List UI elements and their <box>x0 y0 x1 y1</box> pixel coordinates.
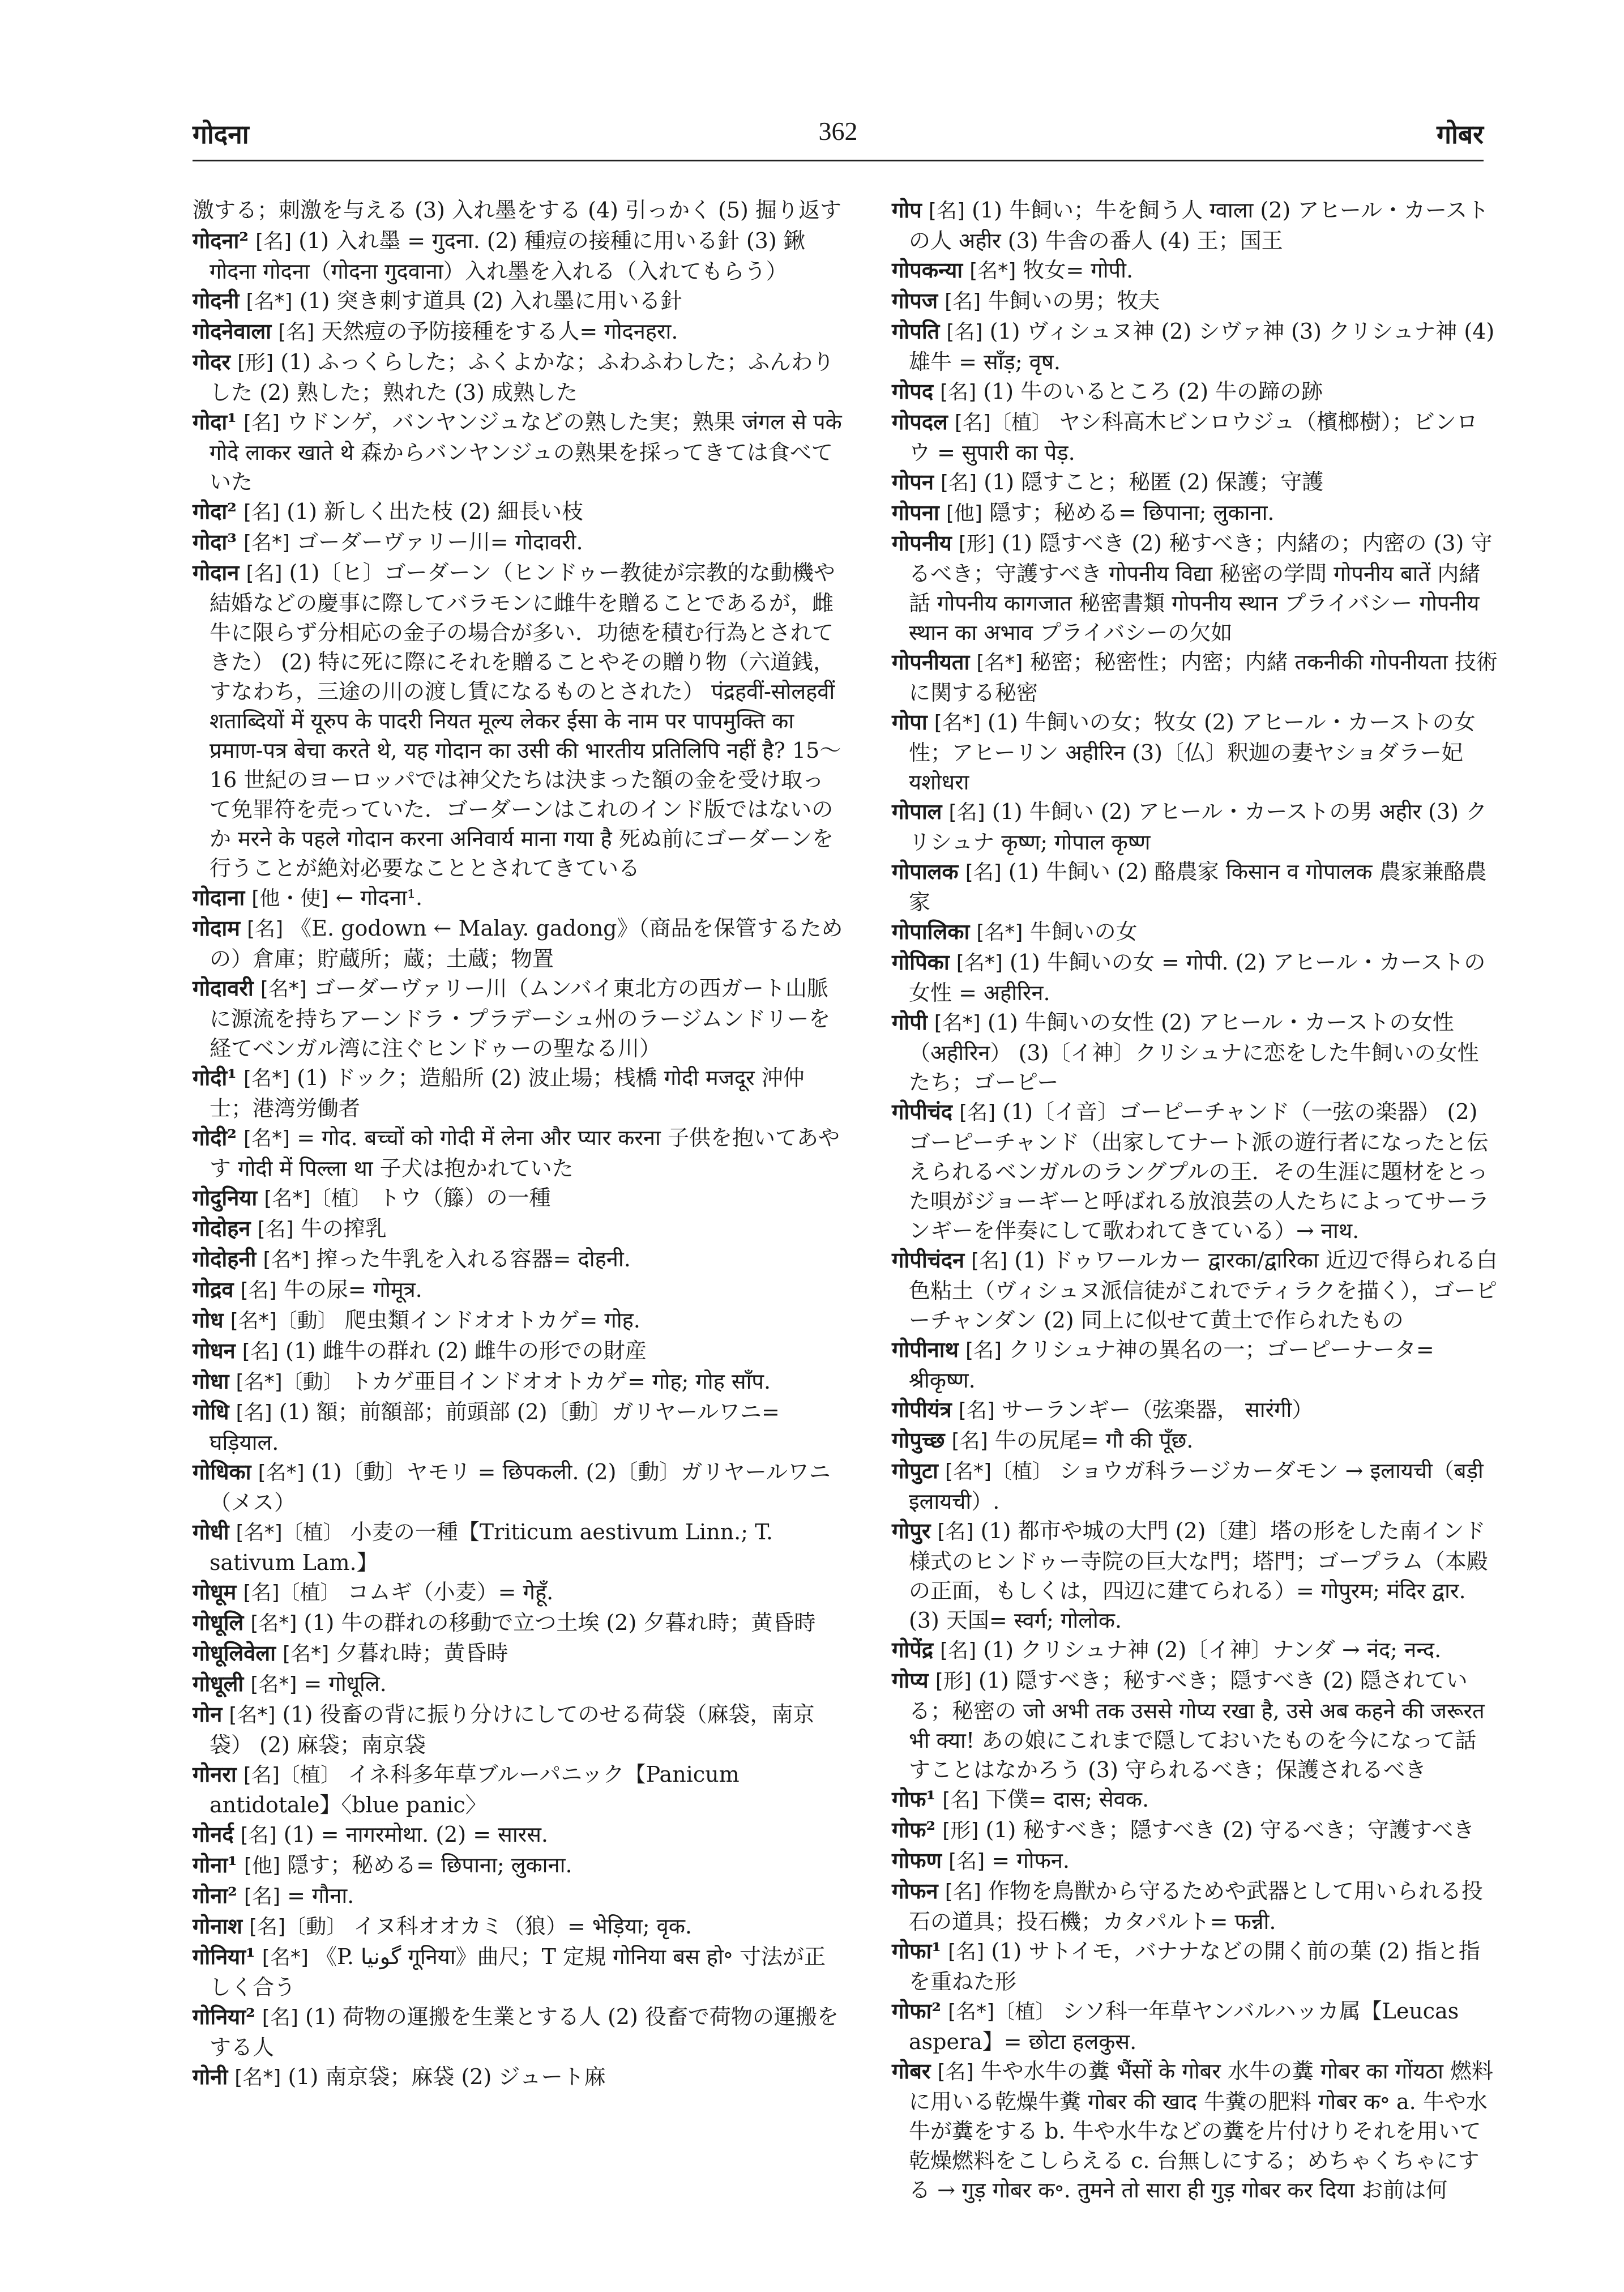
entry-definition: (1) サトイモ，バナナなどの開く前の葉 (2) 指と指を重ねた形 <box>909 1939 1480 1994</box>
entry-headword: गोना¹ <box>193 1852 237 1877</box>
entry-definition: (1) 新しく出た枝 (2) 細長い枝 <box>287 499 584 524</box>
dictionary-entry <box>193 1457 844 1517</box>
entry-grammar: [名*] <box>976 651 1023 675</box>
entry-grammar: [名*] <box>956 951 1003 975</box>
entry-grammar: [名*] <box>260 978 307 1001</box>
dictionary-entry <box>193 1244 844 1275</box>
entry-definition: 隠す；秘める= छिपाना; लुकाना. <box>287 1853 572 1877</box>
entry-definition: (1)〔動〕ヤモリ = छिपकली. (2)〔動〕ガリヤールワニ（メス） <box>210 1459 831 1515</box>
entry-grammar: [形] <box>935 1670 972 1693</box>
entry-headword: गोपालिका <box>892 919 970 944</box>
entry-grammar: [名] <box>236 1401 272 1424</box>
dictionary-entry <box>892 1635 1498 1666</box>
entry-grammar: [形] <box>942 1819 979 1842</box>
entry-definition: 牧女= गोपी. <box>1023 258 1134 283</box>
entry-headword: गोपीनाथ <box>892 1337 959 1362</box>
dictionary-entry <box>193 1577 844 1608</box>
entry-definition: ウドンゲ，バンヤンジュなどの熟した実；熟果 जंगल से पके गोदे लाकर खाते थे 森からバンヤンジュの熟果を採ってきては食べていた <box>210 409 842 494</box>
entry-headword: गोपा <box>892 709 928 735</box>
entry-grammar: [名] <box>958 1399 995 1422</box>
dictionary-entry <box>193 1850 844 1881</box>
entry-grammar: [名] <box>255 230 292 253</box>
entry-headword: गोदनी <box>193 288 240 313</box>
dictionary-entry <box>193 1820 844 1850</box>
entry-definition: 《P. گونیا गूनिया》曲尺；T 定規 गोनिया बस हो॰ 寸法が正しく合う <box>210 1944 826 2000</box>
dictionary-entry <box>892 1846 1498 1876</box>
entry-definition: (1) 南京袋；麻袋 (2) ジュート麻 <box>288 2064 606 2089</box>
dictionary-entry <box>892 407 1498 467</box>
dictionary-entry <box>892 255 1498 286</box>
entry-headword: गोबर <box>892 2058 931 2084</box>
dictionary-entry <box>193 1911 844 1942</box>
entry-headword: गोन <box>193 1701 223 1727</box>
entry-definition: トウ（籐）の一種 <box>378 1185 551 1210</box>
entry-grammar: [名] <box>948 1850 985 1873</box>
entry-definition: 牛飼いの女 <box>1029 919 1138 944</box>
page-number: 362 <box>818 117 858 146</box>
entry-grammar: [名*] <box>258 1461 305 1484</box>
dictionary-entry <box>892 317 1498 377</box>
dictionary-entry <box>193 558 844 883</box>
dictionary-entry <box>892 857 1498 917</box>
entry-headword: गोधिका <box>193 1459 251 1484</box>
entry-grammar: [名*] <box>263 1248 310 1271</box>
entry-definition: (1) 牛のいるところ (2) 牛の蹄の跡 <box>983 379 1323 404</box>
entry-definition: (1) 入れ墨 = गुदना. (2) 種痘の接種に用いる針 (3) 鍬 गोदना गोदना（गोदना गुदवाना）入れ墨を入れる（入れてもらう） <box>210 228 805 284</box>
page-header <box>193 116 1484 161</box>
entry-definition: (1) 牛飼いの女 = गोपी. (2) アヒール・カーストの女性 = अहीरिन. <box>909 950 1486 1005</box>
dictionary-entry <box>892 1425 1498 1456</box>
entry-grammar: [名] <box>946 321 983 344</box>
dictionary-entry <box>193 1123 844 1183</box>
dictionary-entry <box>193 195 844 226</box>
dictionary-entry <box>892 1815 1498 1846</box>
entry-grammar: [名] <box>948 801 985 824</box>
entry-headword: गोधूली <box>193 1671 244 1696</box>
entry-definition: (1)〔ヒ〕ゴーダーン（ヒンドゥー教徒が宗教的な動機や結婚などの慶事に際してバラモンに雌牛を贈ることであるが，雌牛に限らず分相応の金子の場合が多い．功徳を積む行為とされてきた） (2) 特に死に際にそれを贈ることやその贈り物（六道銭，すなわち，三途の川の渡し賃になるものとされた） पंद्रहवीं-सोलहवीं शताब्दियों में यूरुप के पादरी नियत मूल्य लेकर ईसा के नाम पर पापमुक्ति का प्रमाण-पत्र बेचा करते थे, यह गोदान का उसी की भारतीय प्रतिलिपि नहीं है? 15〜16 世紀のヨーロッパでは神父たちは決まった額の金を受け取って免罪符を売っていた．ゴーダーンはこれのインド版ではないのか मरने के पहले गोदान करना अनिवार्य माना गया है 死ぬ前にゴーダーンを行うことが絶対必要なこととされてきている <box>210 560 841 881</box>
entry-definition: (1) ヴィシュヌ神 (2) シヴァ神 (3) クリシュナ神 (4) 雄牛 = साँड़; वृष. <box>909 319 1495 374</box>
entry-grammar: [形] <box>958 532 995 556</box>
dictionary-entry <box>892 2056 1498 2205</box>
entry-headword: गोनरा <box>193 1761 237 1787</box>
dictionary-entry <box>193 1700 844 1760</box>
entry-grammar: [名] <box>937 1520 974 1543</box>
entry-headword: गोदावरी <box>193 975 254 1001</box>
entry-headword: गोफन <box>892 1878 938 1903</box>
entry-grammar: [名*] <box>969 259 1016 283</box>
entry-headword: गोधूम <box>193 1579 237 1604</box>
entry-headword: गोपकन्या <box>892 257 963 283</box>
entry-headword: गोपना <box>892 500 939 525</box>
entry-headword: गोपनीय <box>892 530 952 556</box>
entry-grammar: [名*] <box>976 921 1023 944</box>
entry-headword: गोपति <box>892 318 940 344</box>
entry-definition: (1) 牛の群れの移動で立つ土埃 (2) 夕暮れ時；黄昏時 <box>304 1610 816 1635</box>
entry-headword: गोपज <box>892 288 938 313</box>
entry-grammar: [名] <box>257 1218 294 1241</box>
entry-definition: 秘密；秘密性；内密；内緒 तकनीकी गोपनीयता 技術に関する秘密 <box>909 650 1498 705</box>
dictionary-entry <box>193 407 844 497</box>
entry-grammar: [名] <box>965 861 1002 884</box>
entry-definition: 牛の尿= गोमूत्र. <box>283 1277 422 1302</box>
entry-definition: 天然痘の予防接種をする人= गोदनहरा. <box>321 319 678 344</box>
entry-definition: イヌ科オオカミ（狼）= भेड़िया; वृक. <box>353 1914 692 1939</box>
entry-grammar: [名] <box>941 471 977 494</box>
entry-definition: ← गोदना¹. <box>335 885 423 910</box>
entry-headword: गोफा¹ <box>892 1938 942 1964</box>
dictionary-entry <box>892 467 1498 498</box>
entry-grammar: [名] <box>951 1429 988 1453</box>
entry-grammar: [名] <box>948 1940 985 1964</box>
entry-headword: गोदा³ <box>193 529 237 554</box>
dictionary-entry <box>193 1336 844 1367</box>
entry-headword: गोफ² <box>892 1817 936 1842</box>
dictionary-entry <box>193 347 844 407</box>
entry-grammar: [名] <box>247 917 284 941</box>
entry-headword: गोपी <box>892 1009 928 1035</box>
dictionary-entry <box>193 2062 844 2093</box>
entry-grammar: [名] <box>240 1279 277 1302</box>
entry-definition: (1) 牛飼い；牛を飼う人 ग्वाला (2) アヒール・カーストの人 अहीर (3) 牛舎の番人 (4) 王；国王 <box>909 198 1489 253</box>
entry-grammar: [名] <box>971 1249 1008 1273</box>
dictionary-entry <box>892 1008 1498 1097</box>
entry-definition: 下僕= दास; सेवक. <box>985 1787 1149 1812</box>
right-running-head: गोबर <box>1437 119 1484 150</box>
entry-headword: गोफ¹ <box>892 1786 936 1812</box>
dictionary-entry <box>193 286 844 317</box>
dictionary-entry <box>892 1456 1498 1516</box>
entry-headword: गोपाल <box>892 799 942 824</box>
right-column <box>892 195 1498 2205</box>
entry-headword: गोप्य <box>892 1667 929 1693</box>
entry-grammar: [名] <box>959 1101 996 1124</box>
entry-grammar: [名*] <box>243 1127 290 1150</box>
entry-definition: イネ科多年草ブルーパニック【Panicum antidotale】〈blue panic〉 <box>210 1762 740 1817</box>
entry-grammar: [名*] <box>243 531 290 554</box>
entry-definition: シソ科一年草ヤンバルハッカ属【Leucas aspera】= छोटा हलकुस. <box>909 1999 1459 2054</box>
entry-headword: गोप <box>892 197 922 223</box>
entry-grammar: [名] <box>940 1639 977 1662</box>
entry-definition: ゴーダーヴァリー川= गोदावरी. <box>297 530 583 554</box>
entry-definition: (1) 牛飼い (2) アヒール・カーストの男 अहीर (3) クリシュナ कृष्ण; गोपाल कृष्ण <box>909 799 1488 855</box>
left-column <box>193 195 844 2093</box>
entry-headword: गोदी² <box>193 1125 237 1150</box>
entry-definition: (1)〔イ音〕ゴーピーチャンド（一弦の楽器） (2) ゴーピーチャンド（出家してナート派の遊行者になったと伝えられるベンガルのラングプルの王．その生涯に題材をとった唄がジョーギーと呼ばれる放浪芸の人たちによってサーランギーを伴奏にして歌われてきている）→ नाथ. <box>909 1099 1490 1243</box>
entry-definition: (1) 牛飼い (2) 酪農家 किसान व गोपालक 農家兼酪農家 <box>909 859 1487 915</box>
entry-definition: = गोफन. <box>992 1848 1070 1873</box>
entry-definition: (1) 隠すこと；秘匿 (2) 保護；守護 <box>984 470 1324 494</box>
entry-headword: गोधि <box>193 1399 229 1424</box>
entry-headword: गोपेंद्र <box>892 1637 933 1662</box>
entry-headword: गोपालक <box>892 859 959 884</box>
entry-grammar: [名*] <box>246 290 293 313</box>
entry-definition: (1) 牛飼いの女；牧女 (2) アヒール・カーストの女性；アヒーリン अहीरिन (3)〔仏〕釈迦の妻ヤショダラー妃 यशोधरा <box>909 710 1476 795</box>
entry-definition: 小麦の一種【Triticum aestivum Linn.; T. sativum Lam.】 <box>210 1520 773 1575</box>
dictionary-entry <box>892 498 1498 528</box>
dictionary-entry <box>193 1517 844 1577</box>
entry-headword: गोनर्द <box>193 1821 234 1847</box>
entry-headword: गोध <box>193 1307 224 1333</box>
entry-headword: गोधूलिवेला <box>193 1640 276 1666</box>
dictionary-entry <box>193 1063 844 1123</box>
entry-definition: 隠す；秘める= छिपाना; लुकाना. <box>989 500 1275 525</box>
entry-headword: गोदुनिया <box>193 1185 258 1210</box>
dictionary-entry <box>193 1275 844 1305</box>
entry-headword: गोफा² <box>892 1998 942 2024</box>
entry-grammar: [名]〔植〕 <box>954 411 1052 434</box>
entry-definition: トカゲ亜目インドオオトカゲ= गोह; गोह साँप. <box>350 1369 771 1394</box>
dictionary-entry <box>892 917 1498 947</box>
entry-headword: गोदना² <box>193 228 249 253</box>
entry-definition: (1) 額；前額部；前頭部 (2)〔動〕ガリヤールワニ= घड़ियाल. <box>210 1399 780 1455</box>
entry-definition: ショウガ科ラージカーダモン → इलायची（बड़ी इलायची）. <box>909 1458 1484 1514</box>
entry-headword: गोधी <box>193 1519 229 1544</box>
entry-definition: = गोधूलि. <box>304 1671 387 1696</box>
entry-headword: गोदी¹ <box>193 1065 237 1090</box>
dictionary-entry <box>193 914 844 974</box>
entry-definition: 牛の搾乳 <box>300 1216 387 1241</box>
entry-headword: गोनाश <box>193 1913 243 1939</box>
entry-grammar: [名*]〔植〕 <box>264 1187 372 1210</box>
dictionary-entry <box>193 226 844 286</box>
entry-headword: गोदा¹ <box>193 409 237 434</box>
entry-grammar: [他] <box>946 502 982 525</box>
entry-headword: गोद्रव <box>193 1277 234 1302</box>
entry-grammar: [名*] <box>229 1704 276 1727</box>
entry-grammar: [名] <box>242 1340 279 1363</box>
entry-definition: (1) 荷物の運搬を生業とする人 (2) 役畜で荷物の運搬をする人 <box>210 2004 839 2060</box>
dictionary-entry <box>892 1785 1498 1815</box>
entry-definition: 作物を鳥獣から守るためや武器として用いられる投石の道具；投石機；カタパルト= फन्नी. <box>909 1879 1483 1934</box>
left-running-head: गोदना <box>193 119 249 150</box>
entry-grammar: [名] <box>937 2060 974 2084</box>
entry-grammar: [名*] <box>283 1642 330 1666</box>
dictionary-entry <box>892 1516 1498 1635</box>
entry-grammar: [名*]〔植〕 <box>948 2000 1056 2024</box>
entry-definition: (1) 雌牛の群れ (2) 雌牛の形での財産 <box>285 1338 647 1363</box>
entry-grammar: [他・使] <box>251 887 329 910</box>
dictionary-entry <box>193 1760 844 1820</box>
entry-grammar: [名*] <box>934 711 981 735</box>
entry-grammar: [名] <box>262 2006 298 2029</box>
entry-definition: ゴーダーヴァリー川（ムンバイ東北方の西ガート山脈に源流を持ちアーンドラ・プラデーシュ州のラージムンドリーを経てベンガル湾に注ぐヒンドゥーの聖なる川） <box>210 976 831 1061</box>
entry-grammar: [名] <box>928 199 965 223</box>
dictionary-entry <box>892 947 1498 1008</box>
entry-definition: (1) 秘すべき；隠すべき (2) 守るべき；守護すべき <box>985 1817 1475 1842</box>
entry-grammar: [名*]〔植〕 <box>236 1521 344 1544</box>
dictionary-entry <box>892 528 1498 647</box>
entry-headword: गोनी <box>193 2064 228 2089</box>
entry-headword: गोपीचंदन <box>892 1247 965 1273</box>
entry-grammar: [名*] <box>262 1946 309 1969</box>
entry-definition: 牛や水牛の糞 भैंसों के गोबर 水牛の糞 गोबर का गोंयठा 燃料に用いる乾燥牛糞 गोबर की खाद 牛糞の肥料 गोबर क॰ a. 牛や水牛が糞をする b. 牛や水牛などの糞を片付けりそれを用いて乾燥燃料をこしらえる c. 台無しにする；めちゃくちゃにする → गुड़ गोबर क॰. तुमने तो सारा ही गुड़ गोबर कर दिया お前は何 <box>909 2059 1494 2203</box>
dictionary-entry <box>892 377 1498 407</box>
entry-definition: クリシュナ神の異名の一；ゴーピーナータ= श्रीकृष्ण. <box>909 1337 1434 1393</box>
entry-headword: गोदनेवाला <box>193 318 272 344</box>
dictionary-entry <box>892 1097 1498 1245</box>
dictionary-entry <box>892 1996 1498 2056</box>
dictionary-entry <box>193 1305 844 1336</box>
entry-grammar: [名] <box>278 321 315 344</box>
entry-definition: サーランギー（弦楽器， सारंगी） <box>1001 1397 1314 1422</box>
dictionary-entry <box>892 1335 1498 1395</box>
entry-headword: गोना² <box>193 1883 237 1908</box>
dictionary-entry <box>892 1245 1498 1335</box>
entry-grammar: [名*] <box>934 1011 981 1035</box>
dictionary-entry <box>193 1608 844 1638</box>
entry-definition: 牛飼いの男；牧夫 <box>988 288 1160 313</box>
entry-headword: गोपीचंद <box>892 1099 952 1124</box>
entry-definition: 夕暮れ時；黄昏時 <box>336 1641 508 1666</box>
entry-headword: गोफण <box>892 1847 942 1873</box>
entry-grammar: [名] <box>246 562 283 585</box>
entry-grammar: [名] <box>243 501 280 524</box>
entry-grammar: [名] <box>945 290 981 313</box>
dictionary-entry <box>193 1881 844 1911</box>
entry-headword: गोधा <box>193 1368 229 1394</box>
entry-headword: गोपन <box>892 469 934 494</box>
entry-grammar: [名]〔植〕 <box>243 1764 341 1787</box>
entry-grammar: [名] <box>243 411 280 434</box>
entry-headword: गोधन <box>193 1338 236 1363</box>
entry-headword: गोनिया¹ <box>193 1944 255 1969</box>
entry-definition: 激する；刺激を与える (3) 入れ墨をする (4) 引っかく (5) 掘り返す <box>193 198 841 223</box>
entry-definition: (1) = नागरमोथा. (2) = सारस. <box>283 1822 549 1847</box>
entry-headword: गोनिया² <box>193 2004 255 2029</box>
dictionary-entry <box>193 1214 844 1244</box>
entry-grammar: [名] <box>945 1880 981 1903</box>
entry-definition: (1) 突き刺す道具 (2) 入れ墨に用いる針 <box>299 288 682 313</box>
entry-headword: गोपनीयता <box>892 649 970 675</box>
entry-grammar: [名*]〔動〕 <box>230 1309 338 1333</box>
entry-grammar: [形] <box>237 351 274 374</box>
dictionary-entry <box>193 1183 844 1214</box>
entry-headword: गोपुर <box>892 1518 931 1543</box>
entry-grammar: [名] <box>940 381 977 404</box>
dictionary-entry <box>193 527 844 558</box>
dictionary-entry <box>193 883 844 914</box>
entry-grammar: [名*] <box>243 1067 290 1090</box>
header-rule <box>193 160 1484 161</box>
entry-definition: 搾った牛乳を入れる容器= दोहनी. <box>316 1247 631 1271</box>
entry-definition: = गौना. <box>287 1883 354 1908</box>
entry-grammar: [名] <box>243 1885 280 1908</box>
entry-definition: コムギ（小麦）= गेहूँ. <box>347 1580 554 1604</box>
dictionary-entry <box>193 317 844 347</box>
entry-definition: (1) 都市や城の大門 (2)〔建〕塔の形をした南インド様式のヒンドゥー寺院の巨大な門；塔門；ゴープラム（本殿の正面，もしくは，四辺に建てられる）= गोपुरम; मंदिर द्वार. (3) 天国= स्वर्ग; गोलोक. <box>909 1518 1488 1633</box>
entry-headword: गोदाम <box>193 915 240 941</box>
entry-grammar: [名*] <box>250 1612 297 1635</box>
entry-headword: गोपुच्छ <box>892 1427 945 1453</box>
entry-grammar: [他] <box>243 1854 280 1877</box>
entry-headword: गोपीयंत्र <box>892 1397 952 1422</box>
dictionary-entry <box>193 1638 844 1669</box>
entry-headword: गोपद <box>892 378 933 404</box>
entry-headword: गोपुटा <box>892 1458 938 1483</box>
entry-grammar: [名*]〔植〕 <box>945 1460 1053 1483</box>
dictionary-entry <box>892 1395 1498 1425</box>
entry-definition: (1) 牛飼いの女性 (2) アヒール・カーストの女性（अहीरिन） (3)〔イ神〕クリシュナに恋をした牛飼いの女性たち；ゴーピー <box>909 1010 1479 1095</box>
dictionary-entry <box>892 1876 1498 1936</box>
entry-grammar: [名] <box>240 1824 277 1847</box>
entry-definition: = गोद. बच्चों को गोदी में लेना और प्यार करना 子供を抱いてあやす गोदी में पिल्ला था 子犬は抱かれていた <box>210 1125 840 1181</box>
dictionary-entry <box>193 1942 844 2002</box>
entry-definition: (1) ドゥワールカー द्वारका/द्वारिका 近辺で得られる白色粘土（ヴィシュヌ派信徒がこれでティラクを描く），ゴーピーチャンダン (2) 同上に似せて黄土で作られたもの <box>909 1248 1498 1333</box>
dictionary-entry <box>892 1936 1498 1996</box>
dictionary-entry <box>892 707 1498 797</box>
entry-headword: गोदोहनी <box>193 1246 257 1271</box>
entry-definition: (1) 役畜の背に振り分けにしてのせる荷袋（麻袋，南京袋） (2) 麻袋；南京袋 <box>210 1702 815 1757</box>
entry-headword: गोदोहन <box>193 1215 251 1241</box>
dictionary-entry <box>193 1397 844 1457</box>
entry-definition: (1) ふっくらした；ふくよかな；ふわふわした；ふんわりした (2) 熟した；熟れた (3) 成熟した <box>210 349 835 405</box>
entry-headword: गोधूलि <box>193 1610 244 1635</box>
dictionary-entry <box>892 797 1498 857</box>
entry-grammar: [名*]〔動〕 <box>236 1371 344 1394</box>
entry-grammar: [名*] <box>250 1673 297 1696</box>
entry-definition: 爬虫類インドオオトカゲ= गोह. <box>344 1308 640 1333</box>
dictionary-entry <box>892 286 1498 317</box>
entry-definition: ヤシ科高木ビンロウジュ（檳榔樹）；ビンロウ = सुपारी का पेड़. <box>909 409 1478 465</box>
entry-definition: 牛の尻尾= गौ की पूँछ. <box>994 1428 1194 1453</box>
entry-grammar: [名] <box>965 1339 1002 1362</box>
entry-definition: (1) ドック；造船所 (2) 波止場；桟橋 गोदी मजदूर 沖仲士；港湾労働者 <box>210 1065 805 1121</box>
entry-headword: गोदाना <box>193 885 245 910</box>
entry-grammar: [名] <box>942 1789 979 1812</box>
entry-definition: 《E. godown ← Malay. gadong》（商品を保管するための）倉庫；貯蔵所；蔵；土蔵；物置 <box>210 916 843 971</box>
entry-headword: गोदर <box>193 349 230 374</box>
entry-grammar: [名]〔植〕 <box>243 1581 341 1604</box>
entry-headword: गोपदल <box>892 409 948 434</box>
dictionary-entry <box>193 974 844 1063</box>
dictionary-entry <box>193 2002 844 2062</box>
entry-definition: (1) クリシュナ神 (2)〔イ神〕ナンダ → नंद; नन्द. <box>983 1637 1442 1662</box>
dictionary-entry <box>193 497 844 527</box>
entry-grammar: [名*] <box>234 2066 281 2089</box>
entry-grammar: [名]〔動〕 <box>249 1915 347 1939</box>
entry-definition: (1) 隠すべき (2) 秘すべき；内緒の；内密の (3) 守るべき；守護すべき गोपनीय विद्या 秘密の学問 गोपनीय बातें 内緒話 गोपनीय कागजात 秘密書類 गोपनीय स्थान プライバシー गोपनीय स्थान का अभाव プライバシーの欠如 <box>909 531 1493 645</box>
dictionary-entry <box>193 1669 844 1700</box>
entry-headword: गोदा² <box>193 498 237 524</box>
dictionary-entry <box>892 195 1498 255</box>
dictionary-entry <box>892 1666 1498 1785</box>
entry-definition: (1) 隠すべき；秘すべき；隠すべき (2) 隠されている；秘密の जो अभी तक उससे गोप्य रखा है, उसे अब कहने की जरूरत भी क्या! あの娘にこれまで隠しておいたものを今になって話すことはなかろう (3) 守られるべき；保護されるべき <box>909 1668 1485 1782</box>
entry-headword: गोदान <box>193 560 240 585</box>
dictionary-entry <box>892 647 1498 707</box>
dictionary-entry <box>193 1367 844 1397</box>
entry-headword: गोपिका <box>892 949 950 975</box>
